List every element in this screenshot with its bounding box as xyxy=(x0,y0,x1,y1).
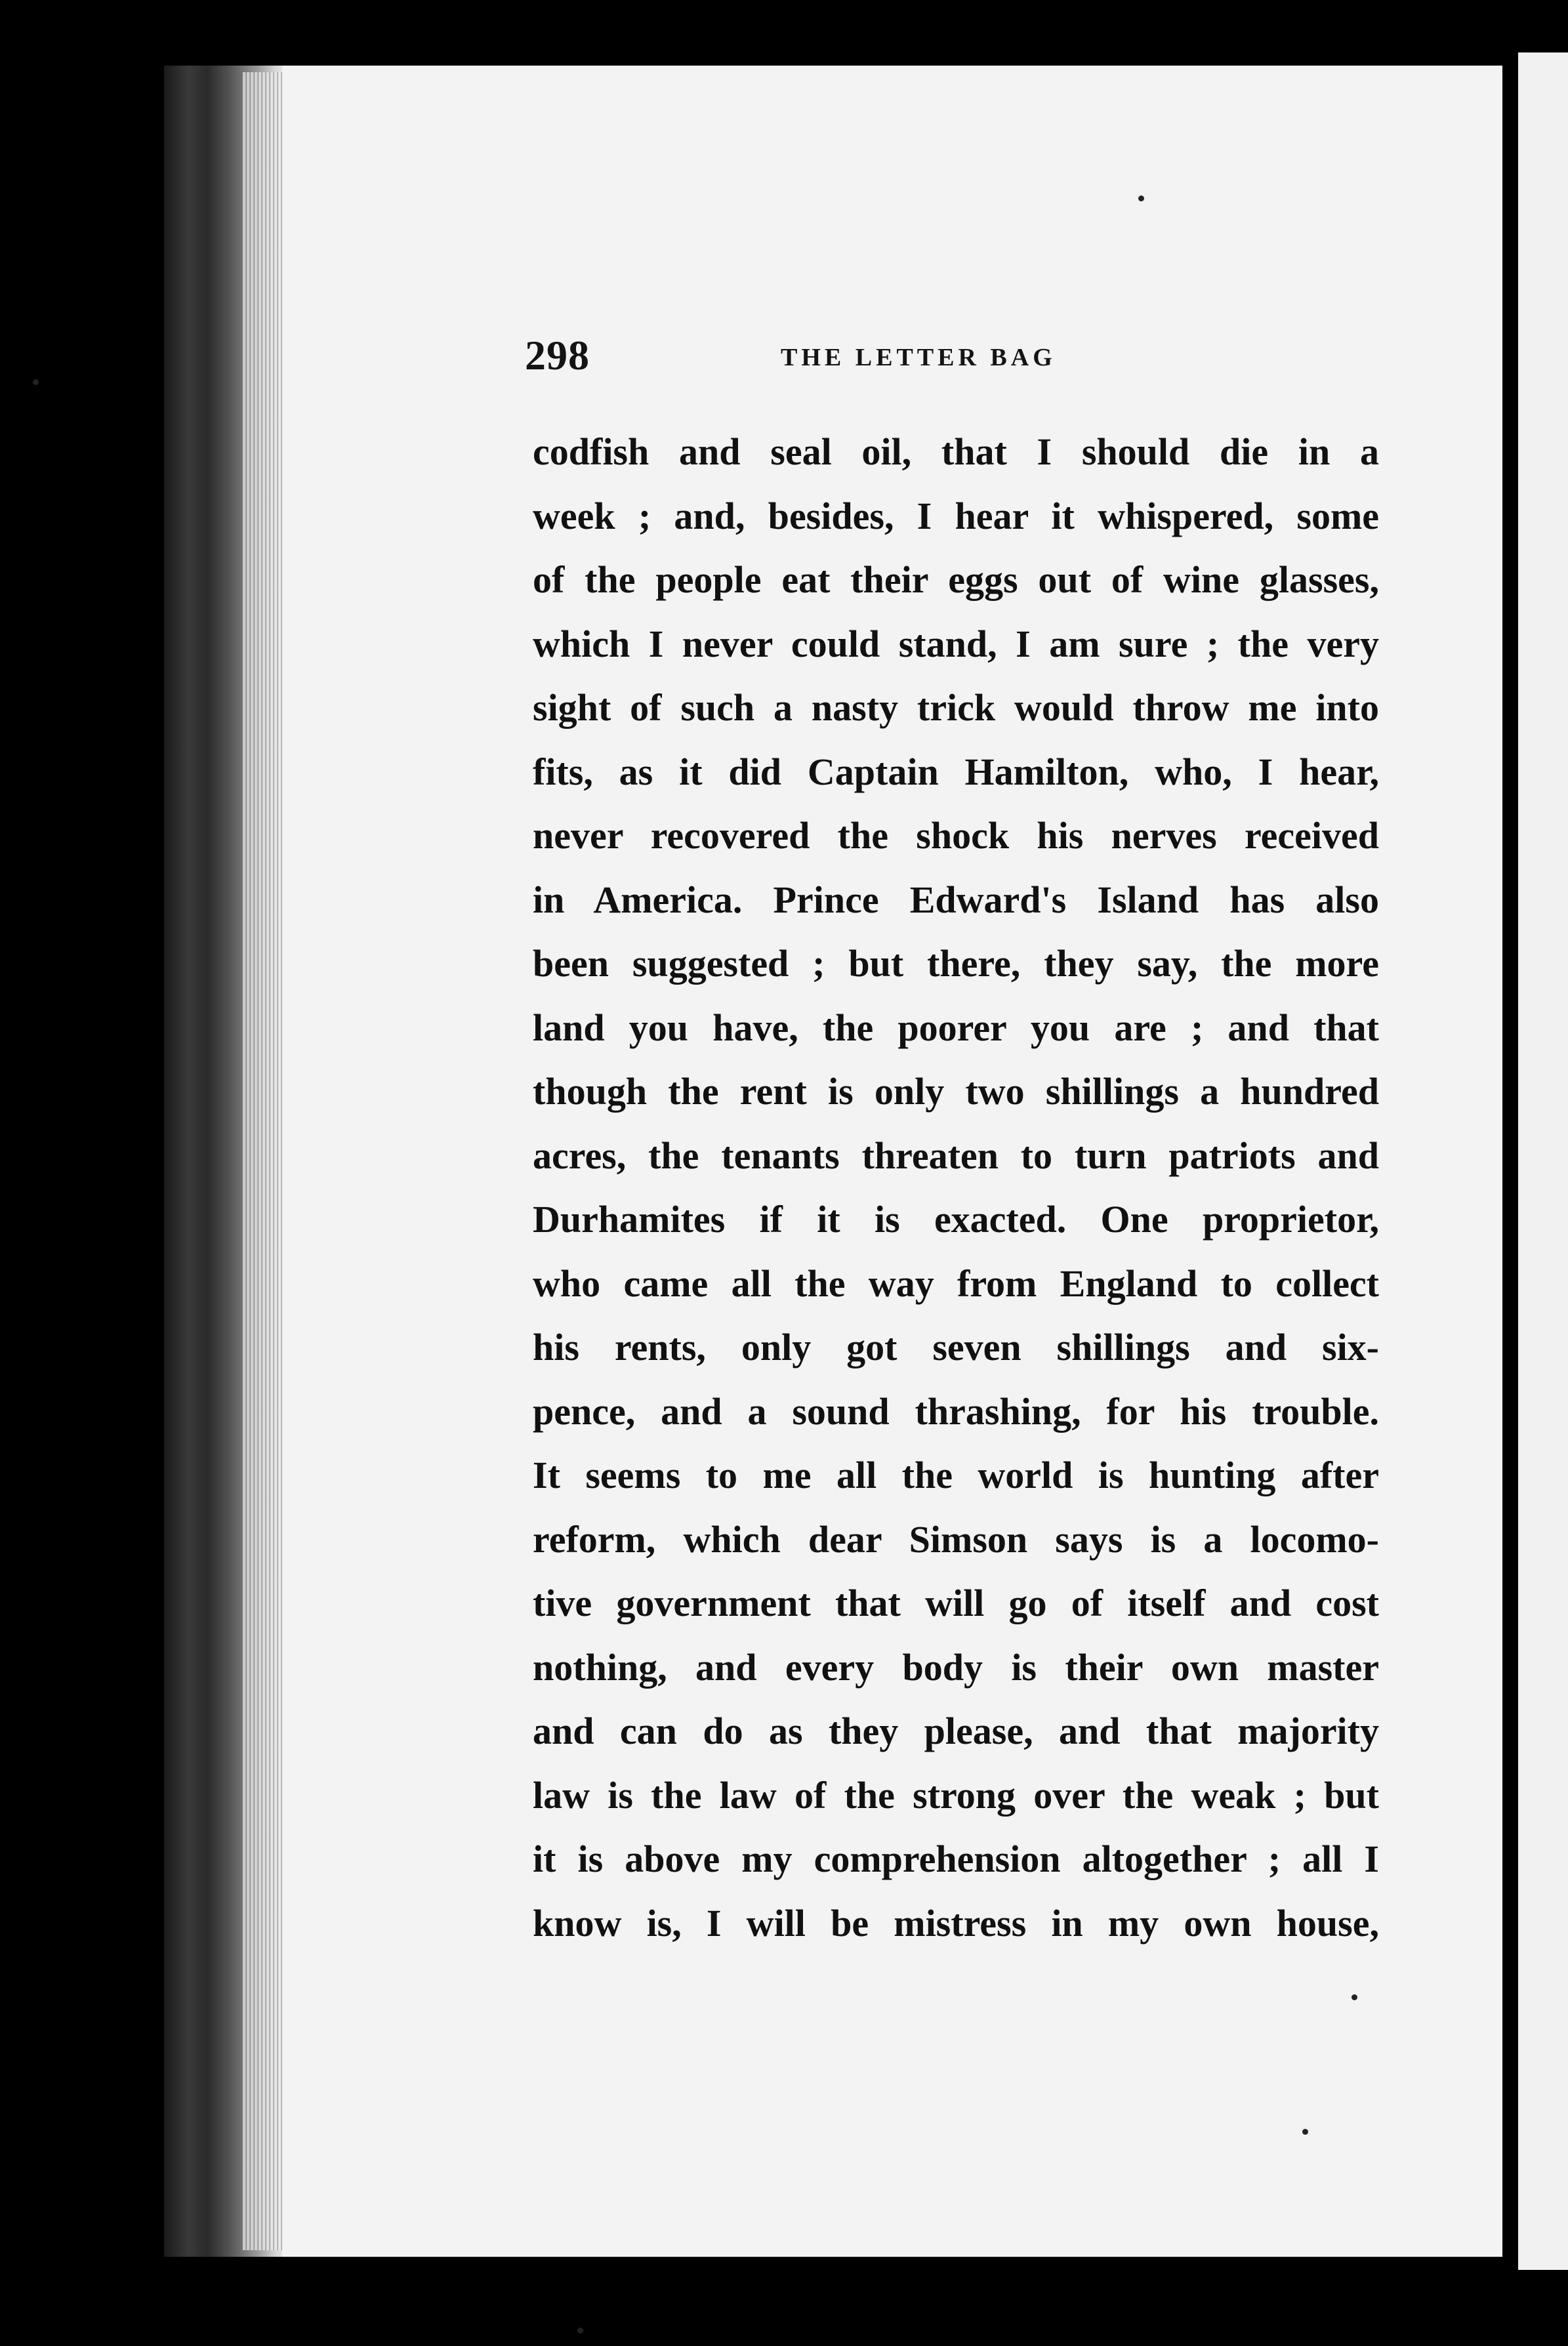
text-line: and can do as they please, and that majority xyxy=(533,1710,1379,1752)
text-line: though the rent is only two shillings a hundred xyxy=(533,1070,1379,1113)
text-line: been suggested ; but there, they say, the more xyxy=(533,942,1379,985)
text-line: nothing, and every body is their own master xyxy=(533,1645,1379,1689)
text-line: tive government that will go of itself and cost xyxy=(533,1582,1379,1624)
text-line: It seems to me all the world is hunting after xyxy=(533,1454,1379,1496)
text-line: in America. Prince Edward's Island has also xyxy=(533,878,1379,921)
text-line: acres, the tenants threaten to turn patriots and xyxy=(533,1134,1379,1177)
body-text xyxy=(533,420,1379,1955)
text-line: of the people eat their eggs out of wine glasses, xyxy=(533,558,1379,601)
text-line: pence, and a sound thrashing, for his trouble. xyxy=(533,1389,1379,1433)
text-line: never recovered the shock his nerves received xyxy=(533,814,1379,857)
text-line: land you have, the poorer you are ; and that xyxy=(533,1006,1379,1049)
running-title: THE LETTER BAG xyxy=(781,344,1056,371)
print-speck xyxy=(1302,2129,1308,2135)
print-speck xyxy=(1138,196,1144,201)
text-line: who came all the way from England to collect xyxy=(533,1262,1379,1305)
text-line: which I never could stand, I am sure ; the very xyxy=(533,622,1379,665)
page-number: 298 xyxy=(525,332,590,379)
text-line: Durhamites if it is exacted. One proprietor, xyxy=(533,1198,1379,1241)
page-edge-lines xyxy=(243,72,282,2250)
text-line: fits, as it did Captain Hamilton, who, I hear, xyxy=(533,750,1379,793)
text-line: codfish and seal oil, that I should die in a xyxy=(533,430,1379,473)
running-head xyxy=(525,331,1378,384)
text-line: know is, I will be mistress in my own house, xyxy=(533,1901,1379,1945)
text-line: his rents, only got seven shillings and six- xyxy=(533,1326,1379,1368)
text-line: sight of such a nasty trick would throw me into xyxy=(533,686,1379,729)
text-line: week ; and, besides, I hear it whispered, some xyxy=(533,494,1379,537)
text-line: it is above my comprehension altogether ; all I xyxy=(533,1838,1379,1880)
facing-page-edge xyxy=(1509,52,1568,2270)
print-speck xyxy=(33,379,39,385)
print-speck xyxy=(577,2328,583,2334)
text-line: law is the law of the strong over the weak ; but xyxy=(533,1773,1379,1817)
print-speck xyxy=(1351,1994,1357,2000)
text-line: reform, which dear Simson says is a locomo- xyxy=(533,1517,1379,1561)
